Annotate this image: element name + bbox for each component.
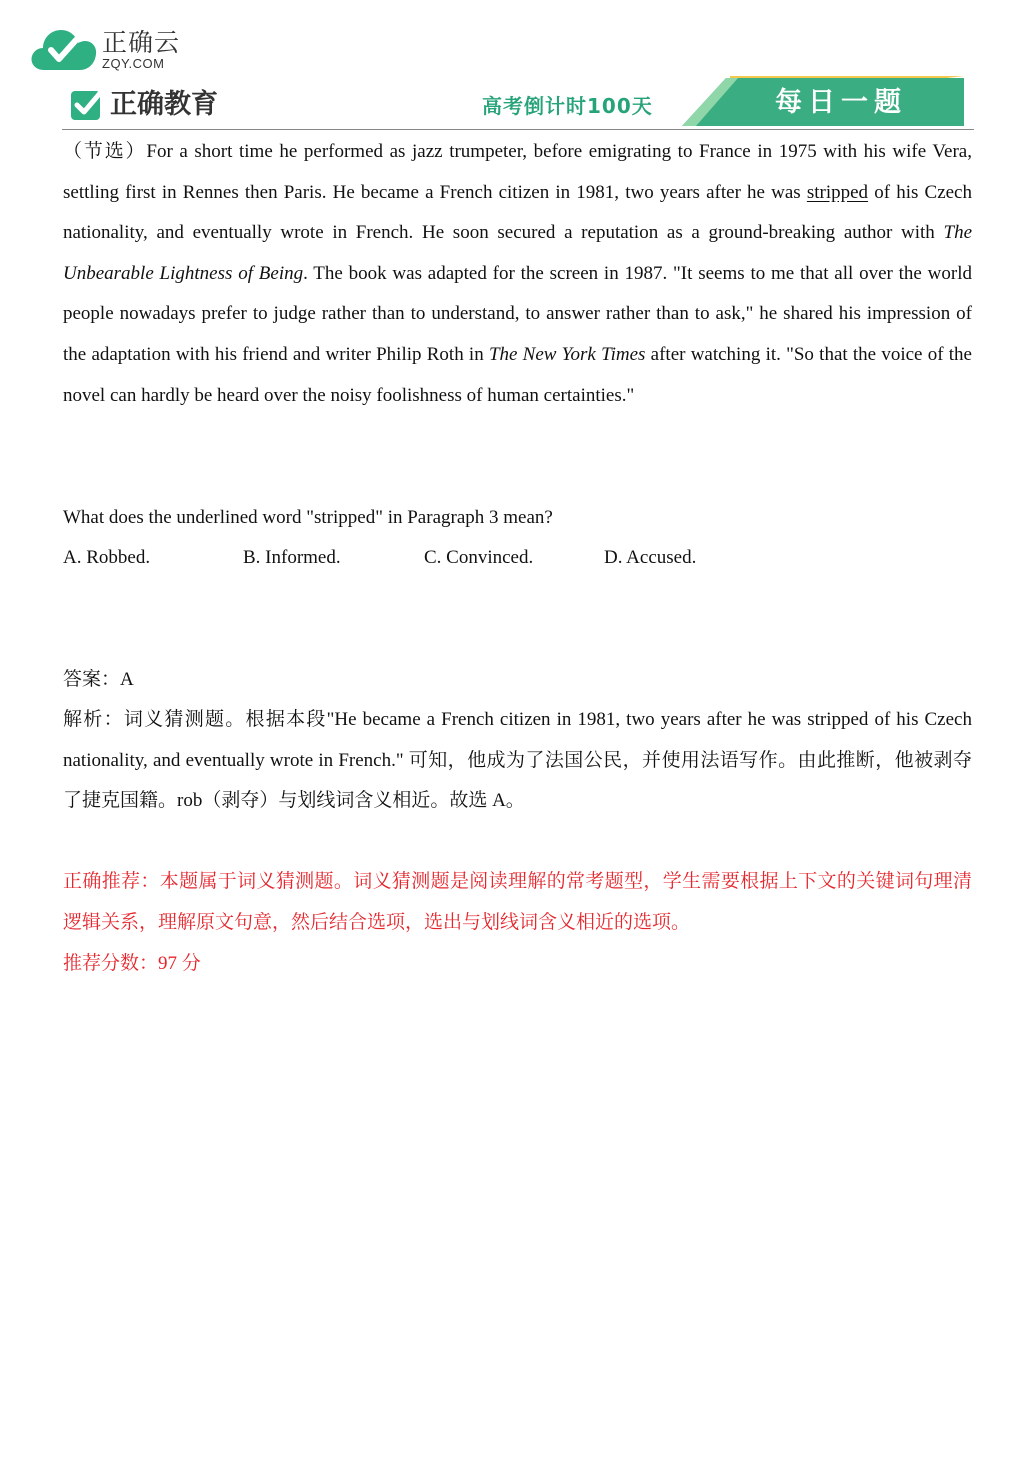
score-value: 97 分 <box>158 953 201 974</box>
logo-domain: ZQY.COM <box>102 56 165 71</box>
check-box-icon <box>70 88 104 122</box>
answer-options <box>63 538 972 578</box>
passage-text: . The book was adapted for the screen in 1987. "It seems to me that all over the world people nowadays prefer to judge rather than to understand, to answer rather than to ask," he shared his impression of the adaptation with his friend and writer Philip Roth in <box>63 262 972 365</box>
passage-paragraph <box>63 132 972 416</box>
main-content <box>63 132 972 974</box>
option-c: C. Convinced. <box>424 547 534 568</box>
recommendation-paragraph <box>63 862 972 943</box>
passage-prefix: （节选） <box>63 141 147 162</box>
header-band <box>62 74 974 130</box>
option-b: B. Informed. <box>243 547 341 568</box>
passage-text: after watching it. "So that the voice of the novel can hardly be heard over the noisy foolishness of human certainties." <box>63 343 972 406</box>
book-title: The Unbearable Lightness of Being <box>63 222 972 284</box>
answer-value: A <box>120 669 134 690</box>
brand-name: 正确教育 <box>110 89 218 120</box>
header-divider <box>62 129 974 130</box>
option-d: D. Accused. <box>604 547 697 568</box>
recommended-score <box>63 944 201 984</box>
analysis-label: 解析： <box>63 709 124 730</box>
zqy-logo <box>30 26 180 74</box>
passage-text: of his Czech nationality, and eventually wrote in French. He soon secured a reputation as a ground-breaking author with <box>63 181 972 244</box>
logo-name: 正确云 <box>102 28 181 57</box>
analysis-text: 词义猜测题。根据本段"He became a French citizen in 1981, two years after he was stripped of his Czech nationality, and eventually wrote in French." 可知，他成为了法国公民，并使用法语写作。由此推断，他被剥夺了捷克国籍。rob（剥夺）与划线词含义相近。故选 A。 <box>63 709 972 812</box>
countdown-label: 高考倒计时100天 <box>482 94 653 118</box>
answer-label: 答案： <box>63 669 121 690</box>
recommendation-label: 正确推荐： <box>63 871 160 892</box>
score-label: 推荐分数： <box>63 953 159 974</box>
option-a: A. Robbed. <box>63 547 151 568</box>
question-text: What does the underlined word "stripped" in Paragraph 3 mean? <box>63 507 553 528</box>
passage-text: For a short time he performed as jazz trumpeter, before emigrating to France in 1975 with his wife Vera, settling first in Rennes then Paris. He became a French citizen in 1981, two years after he was <box>63 141 972 203</box>
newspaper-title: The New York Times <box>488 343 646 365</box>
analysis-paragraph <box>63 700 972 822</box>
cloud-check-icon <box>30 26 98 74</box>
recommendation-text: 本题属于词义猜测题。词义猜测题是阅读理解的常考题型，学生需要根据上下文的关键词句理清逻辑关系，理解原文句意，然后结合选项，选出与划线词含义相近的选项。 <box>63 871 972 933</box>
underlined-word: stripped <box>806 181 869 203</box>
daily-question-label: 每日一题 <box>775 87 907 118</box>
answer-line <box>63 660 134 700</box>
